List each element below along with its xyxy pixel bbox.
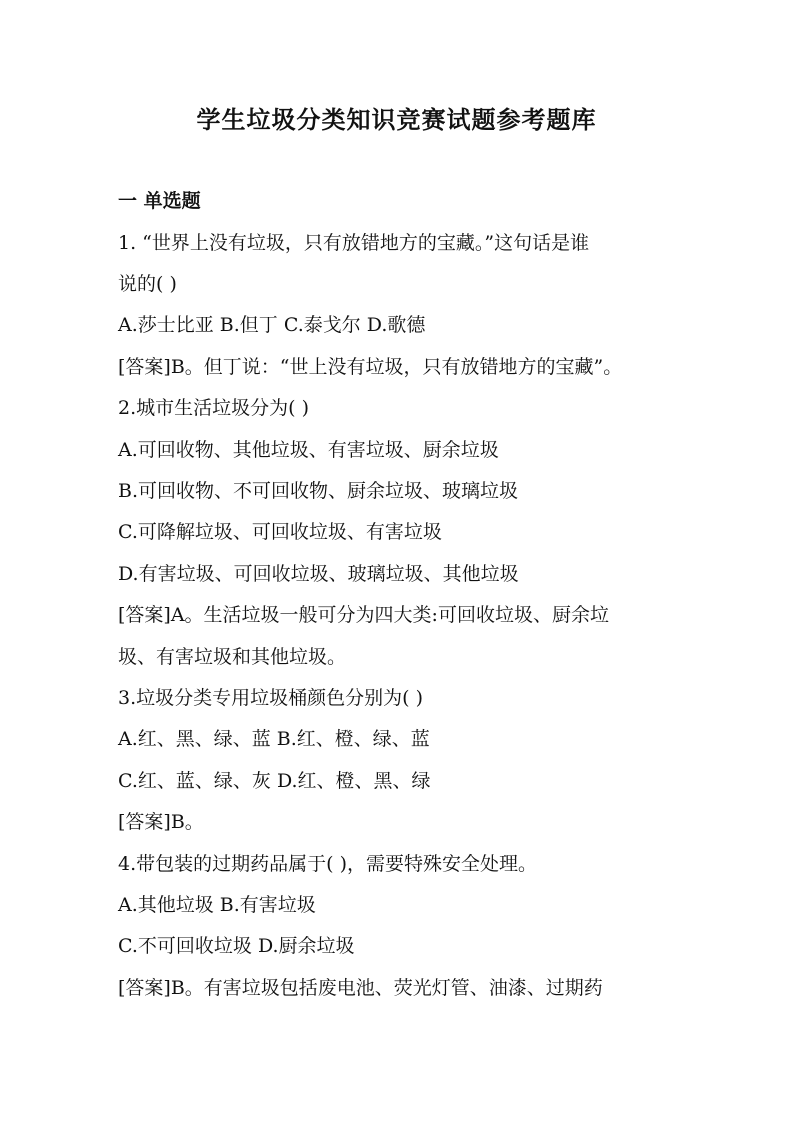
question-4-options-cd: C.不可回收垃圾 D.厨余垃圾: [118, 935, 355, 957]
question-2-option-c: C.可降解垃圾、可回收垃圾、有害垃圾: [118, 521, 442, 543]
question-2-option-b: B.可回收物、不可回收物、厨余垃圾、玻璃垃圾: [118, 480, 519, 502]
question-4-text: 4.带包装的过期药品属于( )，需要特殊安全处理。: [118, 853, 537, 875]
document-title: 学生垃圾分类知识竞赛试题参考题库: [196, 105, 597, 134]
question-1-options: A.莎士比亚 B.但丁 C.泰戈尔 D.歌德: [118, 314, 426, 336]
question-3-answer: [答案]B。: [118, 811, 204, 833]
question-2-answer-cont: 圾、有害垃圾和其他垃圾。: [118, 646, 347, 668]
section-heading: 一 单选题: [118, 190, 201, 212]
question-2-option-d: D.有害垃圾、可回收垃圾、玻璃垃圾、其他垃圾: [118, 563, 519, 585]
question-2-option-a: A.可回收物、其他垃圾、有害垃圾、厨余垃圾: [118, 439, 499, 461]
question-4-options-ab: A.其他垃圾 B.有害垃圾: [118, 894, 316, 916]
question-3-options-cd: C.红、蓝、绿、灰 D.红、橙、黑、绿: [118, 770, 431, 792]
question-3-options-ab: A.红、黑、绿、蓝 B.红、橙、绿、蓝: [118, 728, 430, 750]
question-3-text: 3.垃圾分类专用垃圾桶颜色分别为( ): [118, 687, 423, 709]
question-1-answer: [答案]B。但丁说：“世上没有垃圾，只有放错地方的宝藏”。: [118, 356, 623, 378]
question-4-answer: [答案]B。有害垃圾包括废电池、荧光灯管、油漆、过期药: [118, 977, 603, 999]
question-2-answer: [答案]A。生活垃圾一般可分为四大类:可回收垃圾、厨余垃: [118, 604, 609, 626]
question-2-text: 2.城市生活垃圾分为( ): [118, 397, 309, 419]
question-1-text-cont: 说的( ): [118, 273, 177, 295]
question-1-text: 1. “世界上没有垃圾，只有放错地方的宝藏。”这句话是谁: [118, 232, 590, 254]
